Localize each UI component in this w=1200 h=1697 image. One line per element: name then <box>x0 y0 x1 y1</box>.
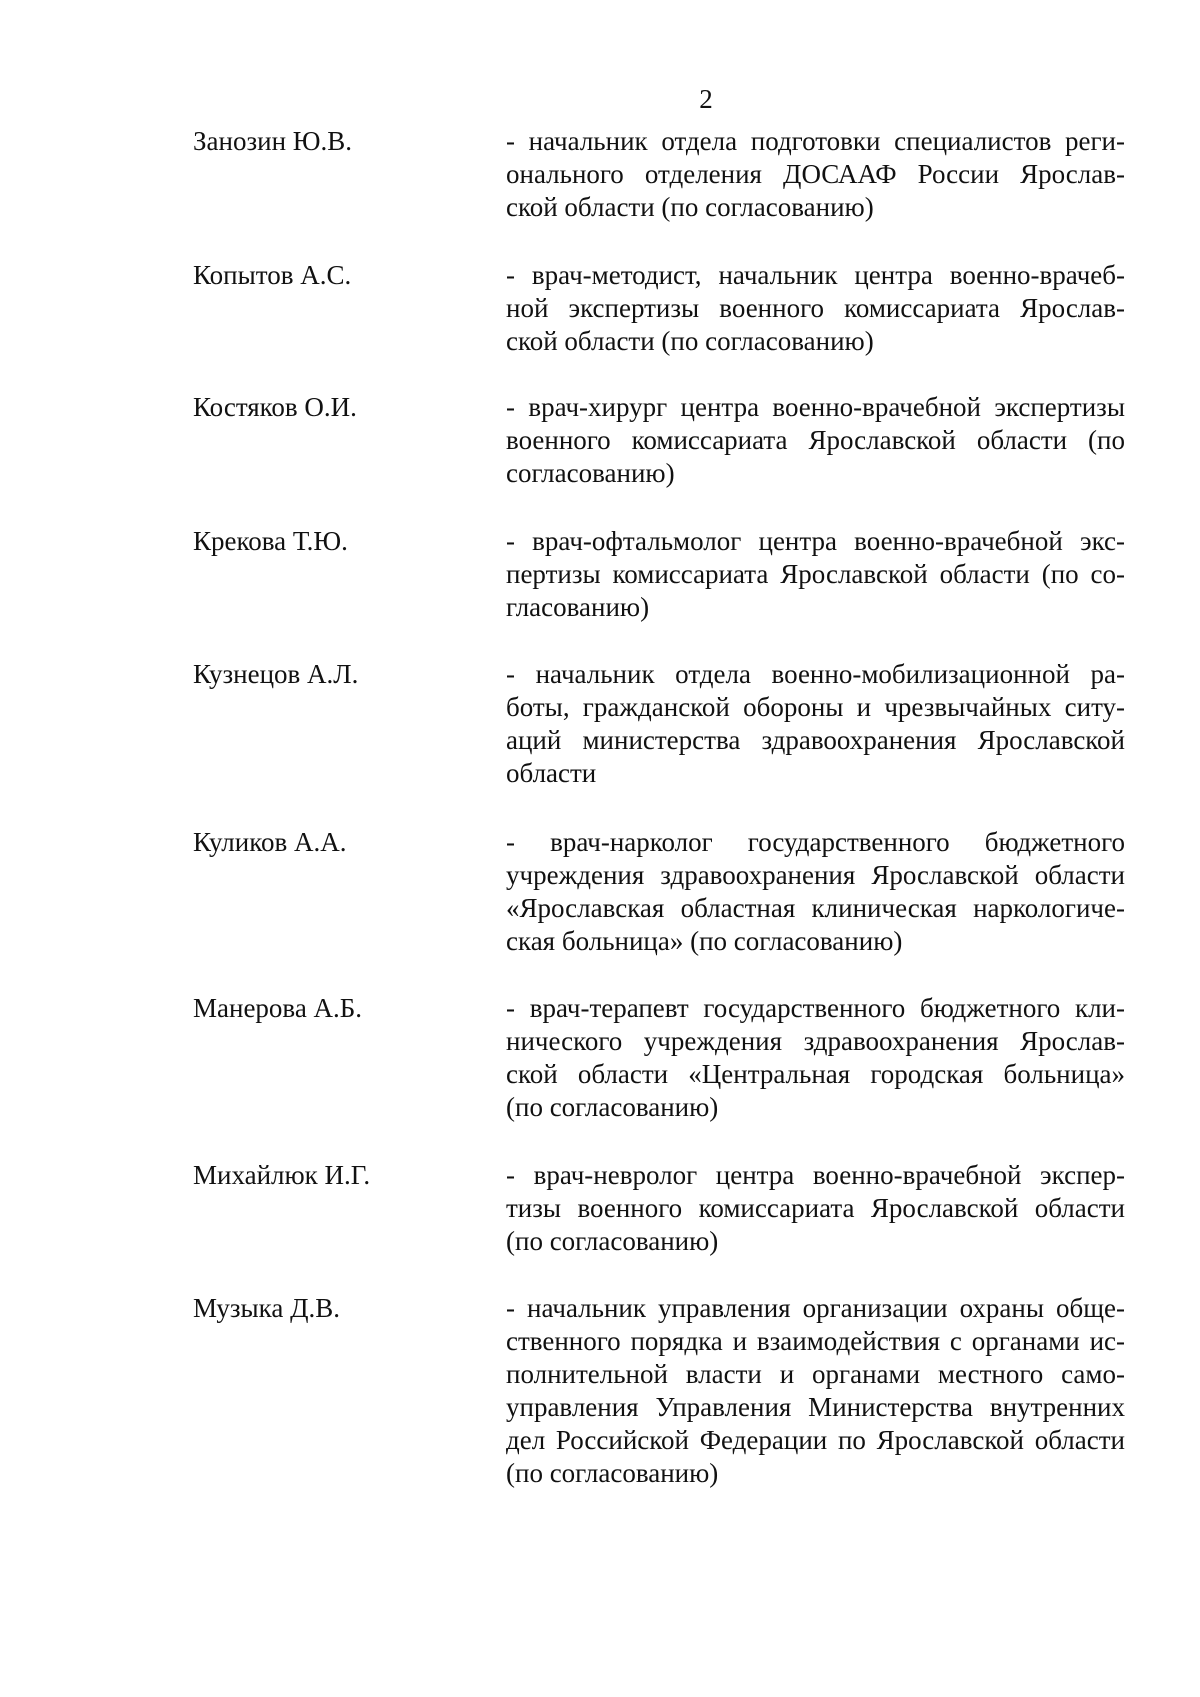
position-line: пертизы комиссариата Ярославской области (по со- <box>506 559 1125 589</box>
member-name: Крекова Т.Ю. <box>193 526 348 556</box>
member-name: Копытов А.С. <box>193 260 352 290</box>
member-position <box>506 525 1125 624</box>
position-line: - начальник управления организации охраны обще- <box>506 1293 1125 1323</box>
position-line: - врач-невролог центра военно-врачебной экспер- <box>506 1160 1125 1190</box>
position-line: согласованию) <box>506 458 675 488</box>
position-line: нического учреждения здравоохранения Ярослав- <box>506 1026 1125 1056</box>
member-position <box>506 826 1125 958</box>
position-line: полнительной власти и органами местного само- <box>506 1359 1125 1389</box>
member-name: Манерова А.Б. <box>193 993 363 1023</box>
position-line: боты, гражданской обороны и чрезвычайных ситу- <box>506 692 1125 722</box>
position-line: управления Управления Министерства внутренних <box>506 1392 1125 1422</box>
position-line: «Ярославская областная клиническая наркологиче- <box>506 893 1125 923</box>
member-name: Костяков О.И. <box>193 392 357 422</box>
member-name: Музыка Д.В. <box>193 1293 341 1323</box>
position-line: (по согласованию) <box>506 1092 719 1122</box>
position-line: области <box>506 758 597 788</box>
member-name: Кузнецов А.Л. <box>193 659 359 689</box>
member-position <box>506 1292 1125 1490</box>
member-position <box>506 259 1125 358</box>
position-line: ственного порядка и взаимодействия с органами ис- <box>506 1326 1125 1356</box>
position-line: - врач-хирург центра военно-врачебной экспертизы <box>506 392 1125 422</box>
page-number-text: 2 <box>699 84 713 114</box>
position-line: гласованию) <box>506 592 650 622</box>
member-position <box>506 391 1125 490</box>
position-line: - начальник отдела военно-мобилизационной ра- <box>506 659 1125 689</box>
position-line: учреждения здравоохранения Ярославской области <box>506 860 1125 890</box>
position-line: дел Российской Федерации по Ярославской области <box>506 1425 1125 1455</box>
position-line: - начальник отдела подготовки специалистов реги- <box>506 126 1125 156</box>
position-line: - врач-офтальмолог центра военно-врачебной экс- <box>506 526 1125 556</box>
member-position <box>506 125 1125 224</box>
page-number <box>0 84 1200 114</box>
position-line: аций министерства здравоохранения Ярославской <box>506 725 1125 755</box>
position-line: ной экспертизы военного комиссариата Ярослав- <box>506 293 1125 323</box>
position-line: тизы военного комиссариата Ярославской области <box>506 1193 1125 1223</box>
member-name: Куликов А.А. <box>193 827 347 857</box>
position-line: ская больница» (по согласованию) <box>506 926 903 956</box>
position-line: - врач-нарколог государственного бюджетного <box>506 827 1125 857</box>
position-line: (по согласованию) <box>506 1226 719 1256</box>
position-line: ской области «Центральная городская больница» <box>506 1059 1125 1089</box>
member-name: Занозин Ю.В. <box>193 126 353 156</box>
position-line: онального отделения ДОСААФ России Ярослав- <box>506 159 1125 189</box>
position-line: ской области (по согласованию) <box>506 326 874 356</box>
member-position <box>506 1159 1125 1258</box>
position-line: военного комиссариата Ярославской области (по <box>506 425 1125 455</box>
member-name: Михайлюк И.Г. <box>193 1160 371 1190</box>
position-line: - врач-методист, начальник центра военно-врачеб- <box>506 260 1125 290</box>
position-line: (по согласованию) <box>506 1458 719 1488</box>
position-line: ской области (по согласованию) <box>506 192 874 222</box>
position-line: - врач-терапевт государственного бюджетного кли- <box>506 993 1125 1023</box>
member-position <box>506 992 1125 1124</box>
member-position <box>506 658 1125 790</box>
